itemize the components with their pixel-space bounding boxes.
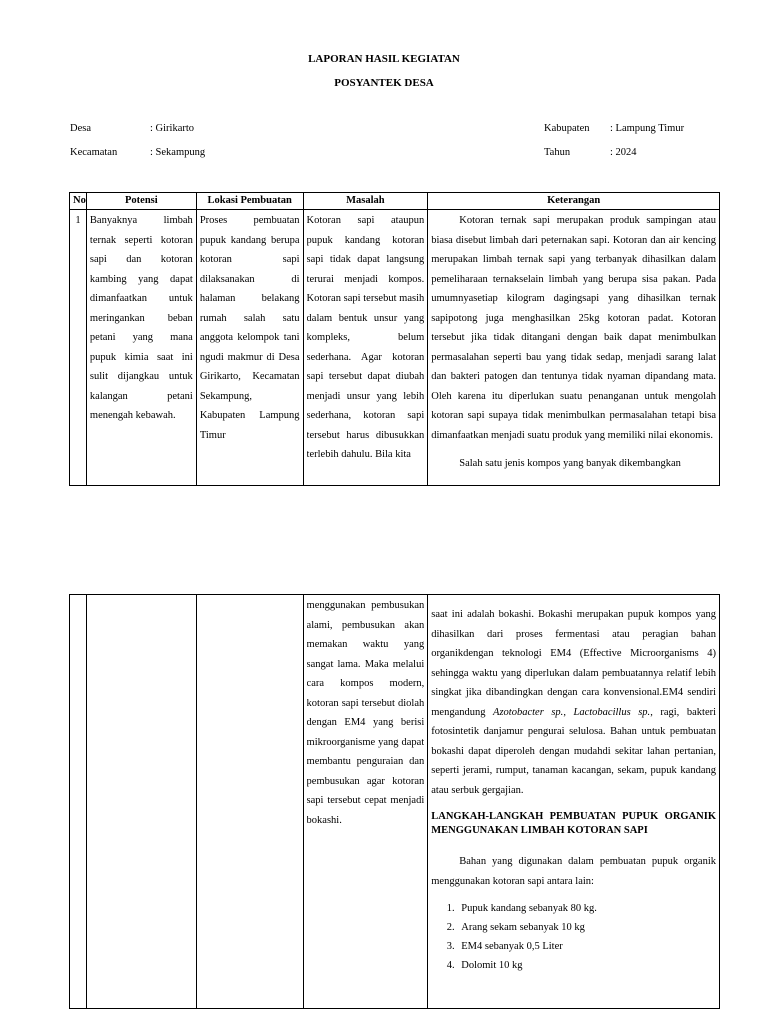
table-row	[70, 595, 720, 1009]
table-header-row	[70, 193, 720, 210]
cell-no	[70, 595, 87, 1009]
material-list	[431, 899, 716, 975]
cell-potensi: Banyaknya limbah ternak seperti kotoran sapi dan kotoran kambing yang dapat dimanfaatkan untuk meringankan beban petani yang mana pupuk kimia saat ini sulit dijangkau untuk kalangan petani menengah kebawah.	[86, 210, 196, 486]
cell-potensi	[86, 595, 196, 1009]
cell-keterangan	[428, 595, 720, 1009]
list-item: 1. Pupuk kandang sebanyak 80 kg.	[457, 899, 716, 918]
header-potensi: Potensi	[86, 193, 196, 210]
kabupaten-value: : Lampung Timur	[610, 123, 685, 134]
header-keterangan: Keterangan	[428, 193, 720, 210]
list-item: 2. Arang sekam sebanyak 10 kg	[457, 918, 716, 937]
kecamatan-value: : Sekampung	[150, 147, 206, 158]
report-table-page1	[69, 192, 720, 486]
keterangan-paragraph: Kotoran ternak sapi merupakan produk sampingan atau biasa disebut limbah dari peternakan sapi. Kotoran dan air kencing merupakan limbah ternak sapi yang terbanyak dihasilkan dalam pemeliharaan ternakselain limbah yang berupa sisa pakan. Pada umumnyasetiap kilogram dagingsapi yang dihasilkan ternak sapipotong juga menghasilkan 25kg kotoran padat. Kotoran tersebut jika tidak ditangani dengan baik dapat menimbulkan permasalahan seperti bau yang tidak sedap, menjadi sarang lalat dan bakteri patogen dan tentunya tidak nyaman dipandang mata. Oleh karena itu diperlukan suatu penanganan untuk mengolah kotoran sapi supaya tidak menimbulkan permasalahan tetapi bisa dimanfaatkan menjadi suatu produk yang memiliki nilai ekonomis.	[431, 215, 716, 441]
keterangan-paragraph: saat ini adalah bokashi. Bokashi merupakan pupuk kompos yang dihasilkan dari proses fermentasi atau peragian bahan organikdengan teknologi EM4 (Effective Microorganisms 4) sehingga waktu yang diperlukan dalam pembuatannya relatif lebih singkat jika dibandingkan dengan cara konvensional.EM4 sendiri mengandung Azotobacter sp., Lactobacillus sp., ragi, bakteri fotosintetik danjamur pengurai selulosa. Bahan untuk pembuatan bokashi dapat diperoleh dengan mudahdi sekitar lahan pertanian, seperti jerami, rumput, tanaman kacangan, sekam, pupuk kandang atau serbuk gergajian.	[431, 609, 716, 796]
cell-keterangan	[428, 210, 720, 486]
tahun-value: : 2024	[610, 147, 637, 158]
cell-masalah: menggunakan pembusukan alami, pembusukan akan memakan waktu yang sangat lama. Maka melalui cara kompos modern, kotoran sapi tersebut diolah dengan EM4 yang berisi mikroorganisme yang dapat membantu penguraian dan pembusukan agar kotoran sapi tersebut cepat menjadi bokashi.	[303, 595, 428, 1009]
cell-lokasi: Proses pembuatan pupuk kandang berupa kotoran sapi dilaksanakan di halaman belakang rumah salah satu anggota kelompok tani ngudi makmur di Desa Girikarto, Kecamatan Sekampung, Kabupaten Lampung Timur	[196, 210, 303, 486]
cell-no: 1	[70, 210, 87, 486]
list-item: 4. Dolomit 10 kg	[457, 956, 716, 975]
header-lokasi: Lokasi Pembuatan	[196, 193, 303, 210]
desa-label: Desa	[70, 123, 91, 134]
header-no: No	[70, 193, 87, 210]
report-subtitle: POSYANTEK DESA	[334, 77, 434, 89]
kecamatan-label: Kecamatan	[70, 147, 118, 158]
table-row	[70, 210, 720, 486]
list-item: 3. EM4 sebanyak 0,5 Liter	[457, 937, 716, 956]
keterangan-paragraph: Bahan yang digunakan dalam pembuatan pupuk organik menggunakan kotoran sapi antara lain:	[431, 856, 716, 887]
header-masalah: Masalah	[303, 193, 428, 210]
section-heading: LANGKAH-LANGKAH PEMBUATAN PUPUK ORGANIK MENGGUNAKAN LIMBAH KOTORAN SAPI	[431, 811, 716, 836]
report-table-page2	[69, 594, 720, 1009]
kabupaten-label: Kabupaten	[544, 123, 590, 134]
keterangan-paragraph: Salah satu jenis kompos yang banyak dikembangkan	[459, 458, 681, 469]
report-title: LAPORAN HASIL KEGIATAN	[308, 53, 460, 65]
tahun-label: Tahun	[544, 147, 571, 158]
cell-masalah: Kotoran sapi ataupun pupuk kandang kotoran sapi tidak dapat langsung terurai menjadi kompos. Kotoran sapi tersebut masih dalam bentuk unsur yang kompleks, belum sederhana. Agar kotoran sapi tersebut dapat diubah menjadi unsur yang lebih sederhana, kotoran sapi tersebut harus dibusukkan terlebih dahulu. Bila kita	[303, 210, 428, 486]
desa-value: : Girikarto	[150, 123, 195, 134]
cell-lokasi	[196, 595, 303, 1009]
